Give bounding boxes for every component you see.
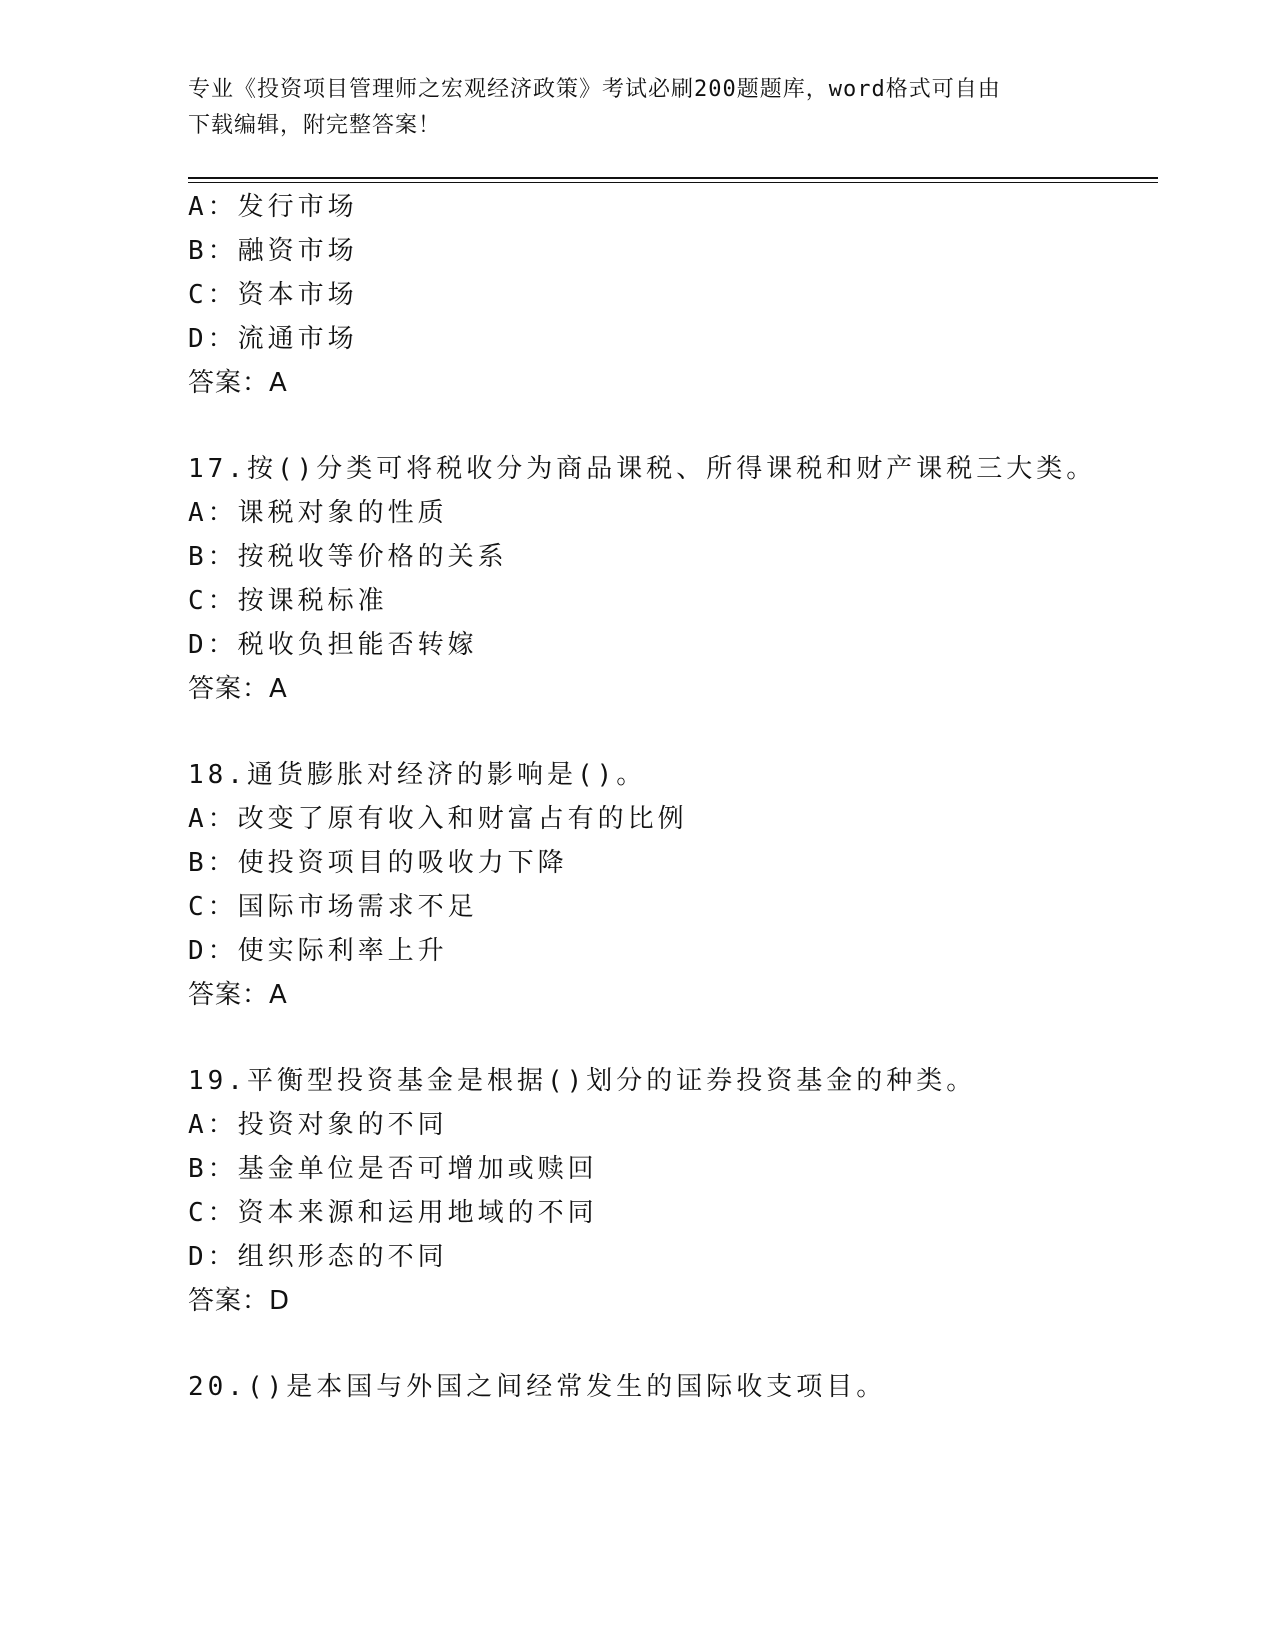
question-18-answer: 答案：A	[188, 980, 288, 1010]
question-17-answer: 答案：A	[188, 674, 288, 704]
question-19-option-d: D：组织形态的不同	[188, 1242, 448, 1272]
prev-option-a: A：发行市场	[188, 192, 358, 222]
question-19-option-a: A：投资对象的不同	[188, 1110, 448, 1140]
question-18-option-a: A：改变了原有收入和财富占有的比例	[188, 804, 688, 834]
prev-option-c: C：资本市场	[188, 280, 358, 310]
header-rule-thin	[188, 182, 1158, 183]
header-line-1: 专业《投资项目管理师之宏观经济政策》考试必刷200题题库，word格式可自由	[188, 77, 1001, 102]
question-20-stem: 20.()是本国与外国之间经常发生的国际收支项目。	[188, 1372, 887, 1402]
question-19-answer: 答案：D	[188, 1286, 291, 1316]
question-19-option-b: B：基金单位是否可增加或赎回	[188, 1154, 598, 1184]
question-18-option-c: C：国际市场需求不足	[188, 892, 478, 922]
question-18-option-d: D：使实际利率上升	[188, 936, 448, 966]
prev-option-d: D：流通市场	[188, 324, 358, 354]
question-17-stem: 17.按()分类可将税收分为商品课税、所得课税和财产课税三大类。	[188, 454, 1097, 484]
prev-option-b: B：融资市场	[188, 236, 358, 266]
question-19-stem: 19.平衡型投资基金是根据()划分的证券投资基金的种类。	[188, 1066, 977, 1096]
question-18-option-b: B：使投资项目的吸收力下降	[188, 848, 568, 878]
question-18-stem: 18.通货膨胀对经济的影响是()。	[188, 760, 647, 790]
question-17-option-a: A：课税对象的性质	[188, 498, 448, 528]
header-line-2: 下载编辑，附完整答案！	[188, 113, 442, 138]
question-17-option-c: C：按课税标准	[188, 586, 388, 616]
question-17-option-b: B：按税收等价格的关系	[188, 542, 508, 572]
prev-answer: 答案：A	[188, 368, 288, 398]
question-19-option-c: C：资本来源和运用地域的不同	[188, 1198, 598, 1228]
document-header	[188, 72, 1068, 144]
question-17-option-d: D：税收负担能否转嫁	[188, 630, 478, 660]
header-rule-thick	[188, 177, 1158, 179]
